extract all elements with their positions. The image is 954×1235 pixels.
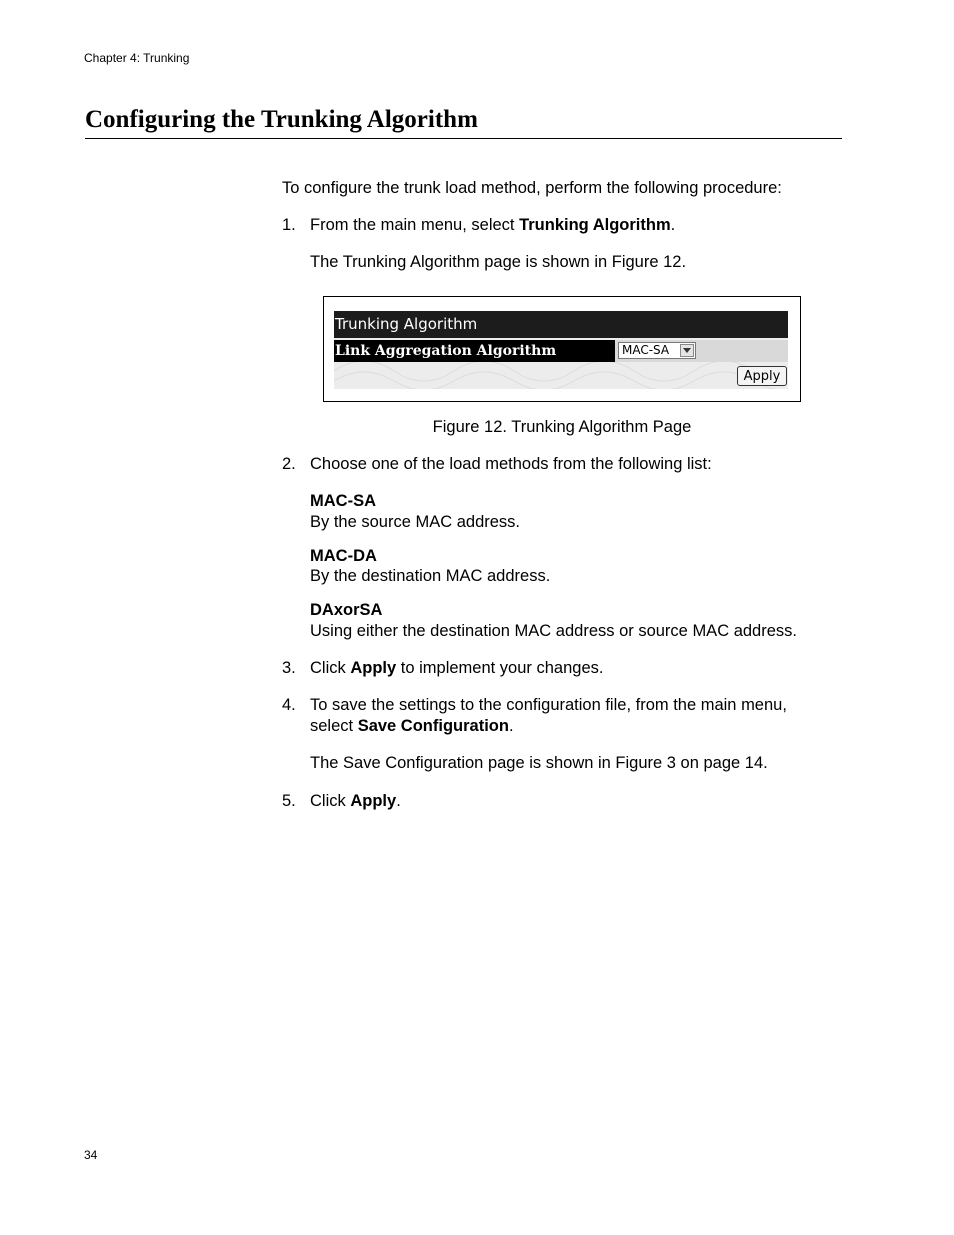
link-aggregation-value-cell <box>615 340 788 362</box>
step-number: 4. <box>282 696 296 714</box>
method-name: DAxorSA <box>310 601 383 619</box>
method-description: By the source MAC address. <box>310 513 521 531</box>
step-text-continued: select Save Configuration. <box>310 717 514 735</box>
step-text: Click Apply. <box>310 792 401 810</box>
chevron-down-icon[interactable] <box>680 344 694 357</box>
method-name: MAC-SA <box>310 492 376 510</box>
step-note: The Save Configuration page is shown in Figure 3 on page 14. <box>310 754 768 772</box>
apply-button[interactable]: Apply <box>737 366 787 386</box>
step-text: Click Apply to implement your changes. <box>310 659 604 677</box>
link-aggregation-label: Link Aggregation Algorithm <box>334 340 615 362</box>
step-number: 5. <box>282 792 296 810</box>
step-note: The Trunking Algorithm page is shown in Figure 12. <box>310 253 687 271</box>
trunking-algorithm-panel <box>334 311 788 389</box>
step-text: To save the settings to the configuration file, from the main menu, <box>310 696 787 714</box>
section-title: Configuring the Trunking Algorithm <box>85 106 842 139</box>
figure-caption: Figure 12. Trunking Algorithm Page <box>432 418 692 436</box>
running-header: Chapter 4: Trunking <box>84 51 190 65</box>
panel-title-bar: Trunking Algorithm <box>334 311 788 338</box>
step-number: 3. <box>282 659 296 677</box>
step-number: 1. <box>282 216 296 234</box>
method-description: Using either the destination MAC address or source MAC address. <box>310 622 797 640</box>
intro-paragraph: To configure the trunk load method, perform the following procedure: <box>282 179 782 197</box>
step-text: Choose one of the load methods from the following list: <box>310 455 712 473</box>
step-number: 2. <box>282 455 296 473</box>
method-name: MAC-DA <box>310 547 377 565</box>
step-text: From the main menu, select Trunking Algorithm. <box>310 216 676 234</box>
figure-screenshot <box>323 296 801 402</box>
algorithm-select-value: MAC-SA <box>622 343 670 357</box>
menu-item-reference: Trunking Algorithm <box>519 216 671 234</box>
method-description: By the destination MAC address. <box>310 567 551 585</box>
page-number: 34 <box>84 1148 98 1162</box>
algorithm-select[interactable] <box>618 342 696 359</box>
